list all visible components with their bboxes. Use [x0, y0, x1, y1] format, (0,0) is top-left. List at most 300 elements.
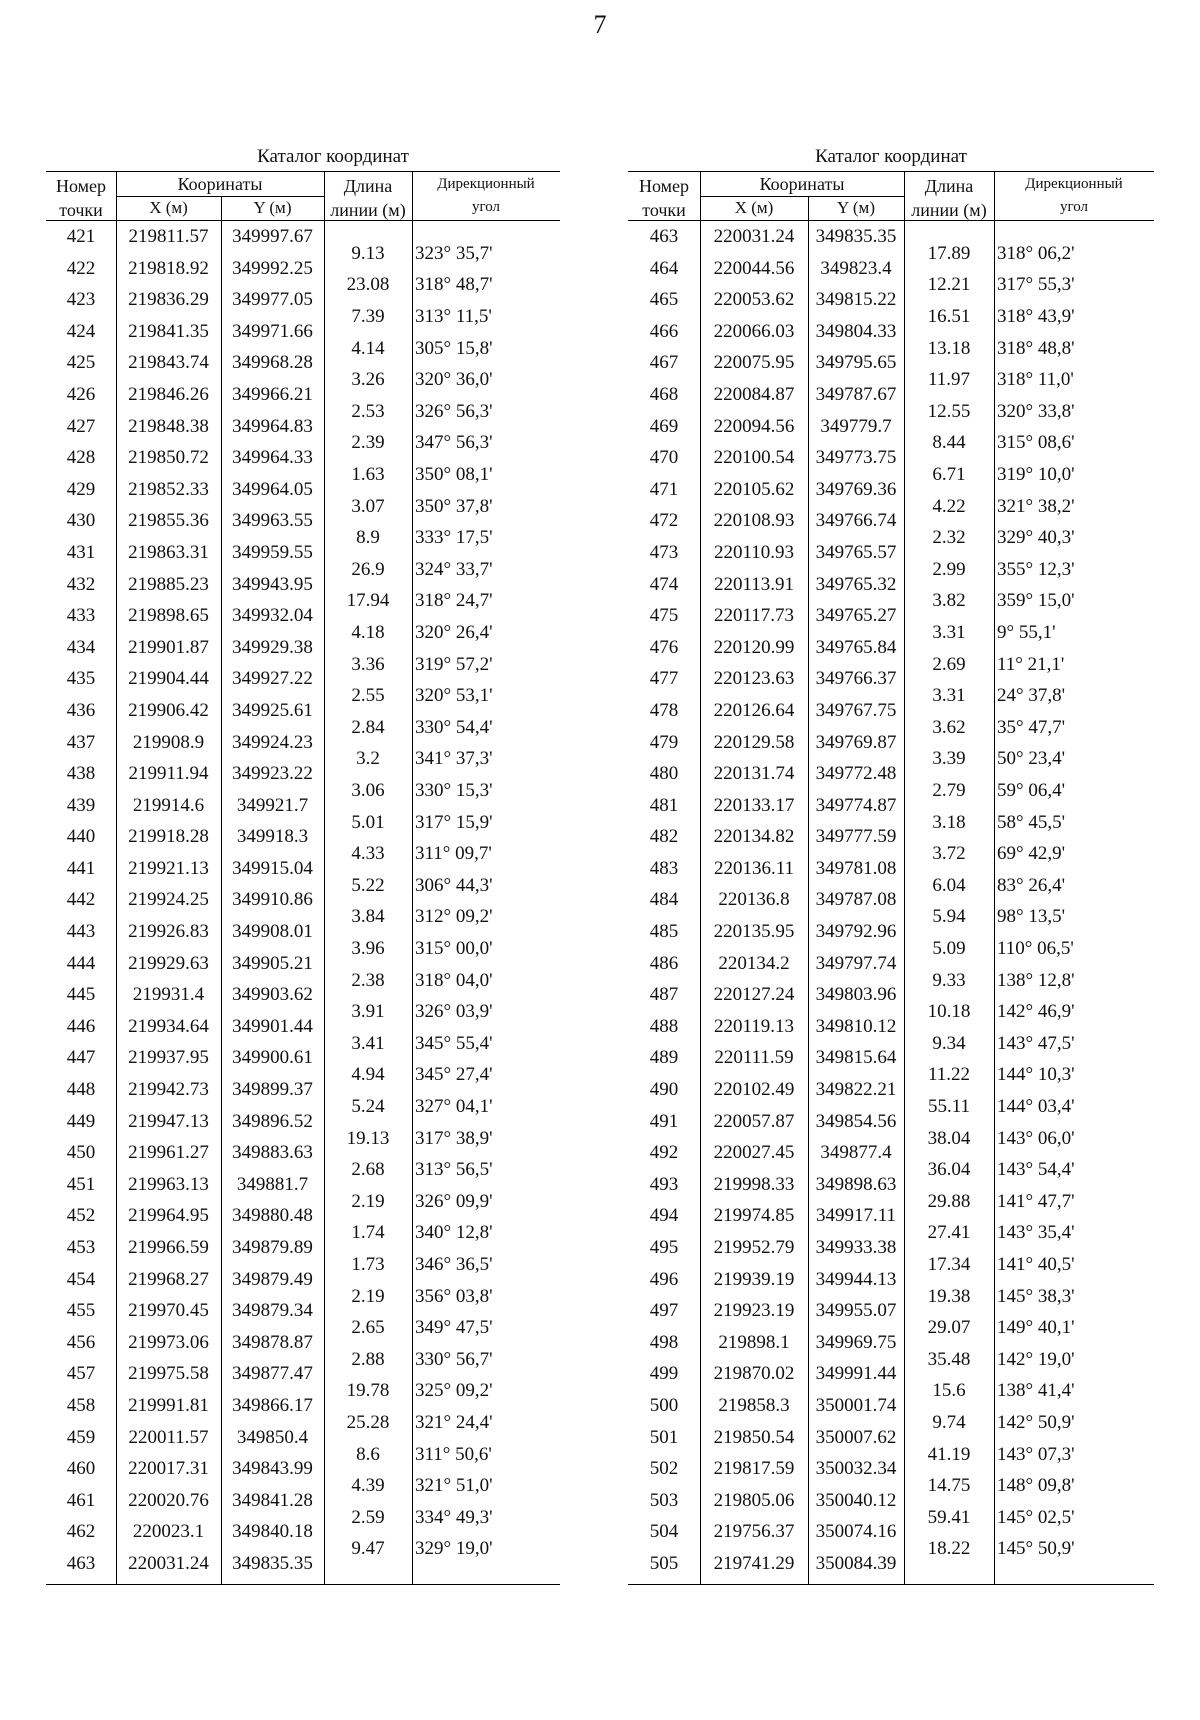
direction-angle: 141° 40,5': [997, 1254, 1075, 1275]
header-point-no: Номер точки: [638, 176, 690, 220]
x-coordinate: 219852.33: [128, 478, 209, 500]
point-number: 425: [66, 352, 96, 374]
y-coordinate: 349880.48: [232, 1205, 313, 1227]
direction-angle: 50° 23,4': [997, 748, 1066, 770]
direction-angle: 59° 06,4': [997, 780, 1066, 801]
table-header: [628, 171, 1154, 221]
y-coordinate: 349881.7: [236, 1173, 309, 1195]
bottom-rule: [46, 1584, 560, 1585]
x-coordinate: 219926.83: [128, 921, 209, 943]
catalog-right: [628, 143, 1154, 1585]
point-number: 466: [649, 320, 679, 342]
point-number: 449: [66, 1110, 96, 1132]
point-number: 474: [649, 573, 679, 595]
segment-row: [46, 396, 560, 428]
y-coordinate: 350040.12: [815, 1489, 897, 1511]
segment-row: [628, 585, 1154, 617]
direction-angle: 317° 55,3': [997, 274, 1075, 296]
line-length: 2.38: [351, 969, 385, 991]
y-coordinate: 349963.55: [232, 510, 313, 532]
y-coordinate: 349879.89: [232, 1237, 313, 1258]
header-x: X (м): [734, 198, 774, 217]
direction-angle: 142° 19,0': [997, 1348, 1075, 1370]
direction-angle: 318° 06,2': [997, 242, 1075, 264]
segment-row: [628, 649, 1154, 681]
line-length: 4.39: [351, 1475, 385, 1497]
x-coordinate: 220108.93: [713, 510, 795, 532]
direction-angle: 58° 45,5': [997, 811, 1066, 833]
point-number: 498: [649, 1331, 679, 1353]
line-length: 9.33: [932, 969, 966, 991]
point-number: 471: [649, 478, 679, 500]
x-coordinate: 220105.62: [713, 478, 795, 500]
x-coordinate: 219942.73: [128, 1079, 209, 1101]
direction-angle: 317° 15,9': [415, 811, 493, 833]
y-coordinate: 349777.59: [815, 826, 897, 848]
line-length: 3.91: [351, 1001, 385, 1023]
x-coordinate: 220126.64: [713, 699, 795, 721]
segment-row: [628, 269, 1154, 301]
line-length: 59.41: [927, 1506, 971, 1528]
line-length: 10.18: [927, 1001, 971, 1023]
y-coordinate: 349769.87: [815, 731, 897, 753]
segment-row: [46, 870, 560, 902]
point-number: 431: [66, 541, 96, 563]
x-coordinate: 220133.17: [713, 794, 795, 816]
direction-angle: 138° 41,4': [997, 1380, 1075, 1402]
point-number: 503: [649, 1489, 679, 1511]
line-length: 4.22: [932, 495, 966, 517]
x-coordinate: 220113.91: [713, 573, 795, 595]
y-coordinate: 349792.96: [815, 921, 897, 943]
line-length: 38.04: [927, 1127, 971, 1149]
direction-angle: 143° 47,5': [997, 1032, 1075, 1054]
y-coordinate: 349955.07: [815, 1300, 897, 1322]
direction-angle: 313° 11,5': [415, 306, 492, 327]
point-number: 455: [66, 1300, 96, 1322]
header-length: Длина линии (м): [911, 176, 987, 220]
point-number: 462: [66, 1521, 96, 1543]
segment-row: [46, 554, 560, 586]
line-length: 2.19: [351, 1190, 385, 1212]
direction-angle: 315° 08,6': [997, 432, 1075, 454]
x-coordinate: 219991.81: [128, 1394, 209, 1416]
line-length: 16.51: [927, 306, 971, 327]
x-coordinate: 219924.25: [128, 889, 209, 911]
segment-row: [46, 775, 560, 807]
point-number: 493: [649, 1173, 679, 1195]
x-coordinate: 219973.06: [128, 1331, 209, 1353]
y-coordinate: 349765.57: [815, 541, 897, 563]
direction-angle: 330° 56,7': [415, 1348, 493, 1370]
direction-angle: 321° 24,4': [415, 1412, 493, 1433]
x-coordinate: 220057.87: [713, 1110, 795, 1132]
y-coordinate: 349959.55: [232, 541, 313, 563]
segment-row: [46, 585, 560, 617]
y-coordinate: 349991.44: [815, 1363, 897, 1385]
line-length: 6.04: [932, 874, 966, 896]
x-coordinate: 219966.59: [128, 1237, 209, 1258]
point-number: 436: [66, 699, 96, 721]
x-coordinate: 219923.19: [713, 1300, 795, 1322]
direction-angle: 347° 56,3': [415, 432, 493, 454]
point-number: 421: [66, 226, 96, 247]
segment-row: [628, 364, 1154, 396]
direction-angle: 321° 51,0': [415, 1475, 493, 1497]
y-coordinate: 349917.11: [815, 1205, 897, 1227]
x-coordinate: 220075.95: [713, 352, 795, 374]
segment-row: [628, 1439, 1154, 1471]
y-coordinate: 349766.74: [815, 510, 897, 532]
point-number: 450: [66, 1142, 96, 1164]
direction-angle: 143° 35,4': [997, 1222, 1075, 1244]
x-coordinate: 220134.2: [718, 952, 790, 974]
x-coordinate: 220100.54: [713, 447, 795, 469]
y-coordinate: 349765.27: [815, 605, 897, 627]
line-length: 3.31: [932, 622, 966, 643]
segment-row: [628, 775, 1154, 807]
segment-row: [46, 1217, 560, 1249]
point-number: 427: [66, 415, 96, 437]
direction-angle: 319° 10,0': [997, 464, 1075, 485]
segment-row: [628, 1470, 1154, 1502]
line-length: 3.36: [351, 653, 385, 675]
y-coordinate: 349773.75: [815, 447, 897, 469]
segment-row: [628, 870, 1154, 902]
line-length: 3.84: [351, 906, 385, 928]
x-coordinate: 219931.4: [132, 984, 205, 1006]
point-number: 426: [66, 383, 96, 405]
direction-angle: 349° 47,5': [415, 1317, 493, 1339]
segment-row: [628, 491, 1154, 523]
y-coordinate: 349927.22: [232, 668, 313, 690]
direction-angle: 145° 50,9': [997, 1538, 1075, 1560]
y-coordinate: 349944.13: [815, 1268, 897, 1290]
point-number: 478: [649, 699, 679, 721]
column-divider: [904, 221, 905, 1584]
point-number: 445: [66, 984, 96, 1006]
line-length: 2.79: [932, 780, 966, 801]
x-coordinate: 220117.73: [713, 605, 795, 627]
segment-row: [46, 1439, 560, 1471]
x-coordinate: 219855.36: [128, 510, 209, 532]
x-coordinate: 220044.56: [713, 257, 795, 279]
point-number: 497: [649, 1300, 679, 1322]
y-coordinate: 349823.4: [820, 257, 892, 279]
y-coordinate: 349772.48: [815, 763, 897, 785]
y-coordinate: 349969.75: [815, 1331, 897, 1353]
direction-angle: 345° 27,4': [415, 1064, 493, 1086]
y-coordinate: 349765.32: [815, 573, 897, 595]
line-length: 17.34: [927, 1254, 971, 1275]
y-coordinate: 349766.37: [815, 668, 897, 690]
direction-angle: 11° 21,1': [997, 653, 1065, 675]
segment-row: [628, 396, 1154, 428]
direction-angle: 323° 35,7': [415, 242, 493, 264]
x-coordinate: 220027.45: [713, 1142, 795, 1164]
line-length: 9.74: [932, 1412, 966, 1433]
segment-row: [46, 933, 560, 965]
direction-angle: 320° 26,4': [415, 622, 493, 643]
point-number: 429: [66, 478, 96, 500]
point-number: 463: [649, 226, 679, 247]
y-coordinate: 349774.87: [815, 794, 897, 816]
point-number: 447: [66, 1047, 96, 1069]
header-point-no: Номер точки: [55, 176, 107, 220]
direction-angle: 142° 50,9': [997, 1412, 1075, 1433]
segment-row: [46, 1154, 560, 1186]
direction-angle: 324° 33,7': [415, 558, 493, 580]
catalog-title: Каталог координат: [815, 146, 967, 167]
direction-angle: 317° 38,9': [415, 1127, 493, 1149]
point-number: 465: [649, 289, 679, 311]
segment-row: [46, 680, 560, 712]
point-number: 494: [649, 1205, 679, 1227]
line-length: 12.55: [927, 400, 971, 422]
segment-row: [46, 1407, 560, 1439]
y-coordinate: 349810.12: [815, 1015, 897, 1037]
line-length: 1.73: [351, 1254, 385, 1275]
line-length: 3.82: [932, 590, 966, 612]
direction-angle: 320° 53,1': [415, 685, 493, 707]
line-length: 55.11: [927, 1096, 971, 1117]
line-length: 2.99: [932, 558, 966, 580]
direction-angle: 306° 44,3': [415, 874, 493, 896]
y-coordinate: 349964.33: [232, 447, 313, 469]
x-coordinate: 220120.99: [713, 636, 795, 658]
line-length: 5.22: [351, 874, 385, 896]
line-length: 3.06: [351, 780, 385, 801]
x-coordinate: 219848.38: [128, 415, 209, 437]
x-coordinate: 220136.8: [718, 889, 790, 911]
segment-row: [628, 1502, 1154, 1534]
line-length: 3.18: [932, 811, 966, 833]
direction-angle: 145° 02,5': [997, 1506, 1075, 1528]
x-coordinate: 219975.58: [128, 1363, 209, 1385]
header-angle: Дирекционный угол: [1025, 176, 1123, 215]
x-coordinate: 219904.44: [128, 668, 209, 690]
column-divider: [324, 221, 325, 1584]
direction-angle: 359° 15,0': [997, 590, 1075, 612]
x-coordinate: 219970.45: [128, 1300, 209, 1322]
point-number: 495: [649, 1237, 679, 1258]
segment-row: [628, 1375, 1154, 1407]
point-number: 432: [66, 573, 96, 595]
line-length: 3.2: [356, 748, 380, 770]
segment-row: [46, 1533, 560, 1565]
y-coordinate: 349910.86: [232, 889, 313, 911]
line-length: 35.48: [927, 1348, 971, 1370]
segment-row: [628, 901, 1154, 933]
point-number: 502: [649, 1458, 679, 1480]
segment-row: [46, 807, 560, 839]
x-coordinate: 219974.85: [713, 1205, 795, 1227]
line-length: 29.07: [927, 1317, 971, 1339]
direction-angle: 148° 09,8': [997, 1475, 1075, 1497]
direction-angle: 341° 37,3': [415, 748, 493, 770]
y-coordinate: 350074.16: [815, 1521, 897, 1543]
direction-angle: 329° 40,3': [997, 527, 1075, 549]
y-coordinate: 349925.61: [232, 699, 313, 721]
y-coordinate: 349822.21: [815, 1079, 897, 1101]
y-coordinate: 349943.95: [232, 573, 313, 595]
direction-angle: 350° 08,1': [415, 464, 493, 485]
line-length: 2.68: [351, 1159, 385, 1181]
y-coordinate: 349840.18: [232, 1521, 313, 1543]
y-coordinate: 349992.25: [232, 257, 313, 279]
x-coordinate: 220136.11: [713, 857, 795, 879]
direction-angle: 320° 33,8': [997, 400, 1075, 422]
line-length: 2.55: [351, 685, 385, 707]
segment-row: [628, 1028, 1154, 1060]
point-number: 484: [649, 889, 679, 911]
x-coordinate: 219934.64: [128, 1015, 209, 1037]
segment-row: [628, 1533, 1154, 1565]
line-length: 3.07: [351, 495, 385, 517]
direction-angle: 318° 43,9': [997, 306, 1075, 327]
x-coordinate: 219961.27: [128, 1142, 209, 1164]
direction-angle: 305° 15,8': [415, 337, 493, 359]
point-number: 456: [66, 1331, 96, 1353]
x-coordinate: 219811.57: [128, 226, 209, 247]
x-coordinate: 220131.74: [713, 763, 795, 785]
y-coordinate: 349787.67: [815, 383, 897, 405]
line-length: 5.09: [932, 938, 966, 959]
segment-row: [46, 1186, 560, 1218]
x-coordinate: 219885.23: [128, 573, 209, 595]
point-number: 496: [649, 1268, 679, 1290]
y-coordinate: 349896.52: [232, 1110, 313, 1132]
y-coordinate: 349915.04: [232, 857, 313, 879]
point-number: 446: [66, 1015, 96, 1037]
segment-row: [46, 491, 560, 523]
segment-row: [628, 965, 1154, 997]
direction-angle: 326° 56,3': [415, 400, 493, 422]
line-length: 2.19: [351, 1285, 385, 1307]
y-coordinate: 349898.63: [815, 1173, 897, 1195]
y-coordinate: 349968.28: [232, 352, 313, 374]
line-length: 41.19: [927, 1443, 971, 1465]
y-coordinate: 350007.62: [815, 1426, 897, 1448]
line-length: 8.44: [932, 432, 966, 454]
y-coordinate: 349929.38: [232, 636, 313, 658]
point-number: 443: [66, 921, 96, 943]
x-coordinate: 219870.02: [713, 1363, 795, 1385]
line-length: 4.18: [351, 622, 385, 643]
segment-row: [46, 1123, 560, 1155]
point-number: 486: [649, 952, 679, 974]
header-length: Длина линии (м): [330, 176, 406, 220]
x-coordinate: 219841.35: [128, 320, 209, 342]
point-number: 453: [66, 1237, 96, 1258]
segment-row: [46, 301, 560, 333]
segment-row: [628, 1154, 1154, 1186]
y-coordinate: 349905.21: [232, 952, 313, 974]
x-coordinate: 220084.87: [713, 383, 795, 405]
line-length: 2.53: [351, 400, 385, 422]
direction-angle: 9° 55,1': [997, 622, 1056, 643]
y-coordinate: 349878.87: [232, 1331, 313, 1353]
direction-angle: 311° 50,6': [415, 1443, 492, 1465]
line-length: 5.94: [932, 906, 966, 928]
line-length: 8.9: [356, 527, 380, 549]
direction-angle: 318° 48,7': [415, 274, 493, 296]
line-length: 1.63: [351, 464, 385, 485]
y-coordinate: 349924.23: [232, 731, 313, 753]
y-coordinate: 349835.35: [815, 226, 897, 247]
direction-angle: 142° 46,9': [997, 1001, 1075, 1023]
y-coordinate: 349866.17: [232, 1394, 313, 1416]
point-number: 473: [649, 541, 679, 563]
point-number: 448: [66, 1079, 96, 1101]
direction-angle: 149° 40,1': [997, 1317, 1075, 1339]
bottom-rule: [628, 1584, 1154, 1585]
line-length: 3.31: [932, 685, 966, 707]
line-length: 19.13: [346, 1127, 390, 1149]
segment-row: [46, 838, 560, 870]
direction-angle: 311° 09,7': [415, 843, 492, 865]
direction-angle: 83° 26,4': [997, 874, 1066, 896]
y-coordinate: 349804.33: [815, 320, 897, 342]
segment-row: [46, 522, 560, 554]
x-coordinate: 219756.37: [713, 1521, 795, 1543]
direction-angle: 318° 04,0': [415, 969, 493, 991]
segment-row: [46, 238, 560, 270]
y-coordinate: 349877.4: [820, 1142, 892, 1164]
rows-right: [628, 221, 1154, 1584]
direction-angle: 315° 00,0': [415, 938, 493, 959]
y-coordinate: 349964.05: [232, 478, 313, 500]
line-length: 26.9: [351, 558, 385, 580]
direction-angle: 138° 12,8': [997, 969, 1075, 991]
x-coordinate: 220111.59: [714, 1047, 794, 1069]
x-coordinate: 219836.29: [128, 289, 209, 311]
point-number: 499: [649, 1363, 679, 1385]
line-length: 11.22: [927, 1064, 971, 1086]
segment-row: [628, 1091, 1154, 1123]
line-length: 18.22: [927, 1538, 971, 1560]
column-divider: [412, 221, 413, 1584]
line-length: 2.59: [351, 1506, 385, 1528]
page-number: 7: [593, 10, 607, 39]
segment-row: [628, 1344, 1154, 1376]
x-coordinate: 219914.6: [132, 794, 205, 816]
y-coordinate: 349977.05: [232, 289, 313, 311]
point-number: 490: [649, 1079, 679, 1101]
direction-angle: 350° 37,8': [415, 495, 493, 517]
line-length: 5.01: [351, 811, 385, 833]
direction-angle: 326° 03,9': [415, 1001, 493, 1023]
y-coordinate: 349879.49: [232, 1268, 313, 1290]
direction-angle: 313° 56,5': [415, 1159, 493, 1181]
line-length: 2.65: [351, 1317, 385, 1339]
x-coordinate: 220129.58: [713, 731, 795, 753]
y-coordinate: 349787.08: [815, 889, 897, 911]
x-coordinate: 219929.63: [128, 952, 209, 974]
line-length: 9.13: [351, 242, 385, 264]
y-coordinate: 349843.99: [232, 1458, 313, 1480]
direction-angle: 320° 36,0': [415, 369, 493, 391]
segment-row: [628, 1281, 1154, 1313]
point-number: 470: [649, 447, 679, 469]
y-coordinate: 349835.35: [232, 1552, 313, 1574]
segment-row: [46, 1249, 560, 1281]
segment-row: [628, 680, 1154, 712]
direction-angle: 333° 17,5': [415, 527, 493, 549]
direction-angle: 356° 03,8': [415, 1285, 493, 1307]
point-number: 463: [66, 1552, 96, 1574]
x-coordinate: 219921.13: [128, 857, 209, 879]
